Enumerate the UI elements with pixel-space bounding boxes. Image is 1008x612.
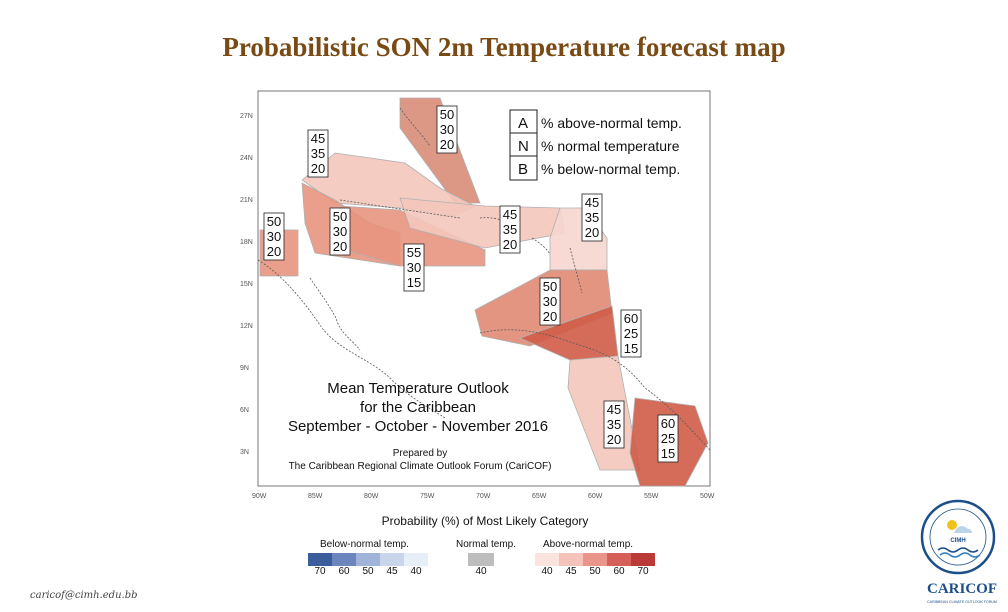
lat-tick: 15N (240, 281, 253, 288)
legend-normal-label: Normal temp. (456, 539, 517, 550)
legend-value: 60 (338, 566, 350, 577)
caricof-logo (918, 495, 1006, 607)
lon-tick: 85W (308, 493, 323, 500)
page-title: Probabilistic SON 2m Temperature forecast map (222, 32, 786, 62)
key-text: % normal temperature (541, 138, 680, 154)
prob-below: 15 (406, 275, 422, 290)
prob-below: 20 (266, 244, 282, 259)
lon-tick: 90W (252, 493, 267, 500)
prob-above: 45 (584, 195, 600, 210)
legend-value: 50 (589, 566, 601, 577)
longitude-ticks (252, 493, 715, 500)
probability-box-guyana (604, 401, 624, 448)
prob-normal: 35 (584, 210, 600, 225)
prob-normal: 30 (406, 260, 422, 275)
probability-box-cuba-west (308, 130, 328, 177)
legend-swatch (607, 553, 631, 566)
prob-normal: 30 (266, 229, 282, 244)
legend-value: 45 (565, 566, 577, 577)
prob-normal: 35 (502, 222, 518, 237)
prob-normal: 25 (660, 431, 676, 446)
lat-tick: 24N (240, 155, 253, 162)
prob-above: 45 (606, 402, 622, 417)
legend-value: 40 (541, 566, 553, 577)
outlook-line-2: for the Caribbean (360, 399, 476, 416)
prob-below: 20 (439, 137, 455, 152)
lon-tick: 55W (644, 493, 659, 500)
lat-tick: 3N (240, 449, 249, 456)
legend-below-label: Below-normal temp. (320, 539, 409, 550)
lat-tick: 9N (240, 365, 249, 372)
prepared-by: Prepared by (392, 448, 448, 459)
lon-tick: 80W (364, 493, 379, 500)
legend-swatch (332, 553, 356, 566)
lat-tick: 12N (240, 323, 253, 330)
sun-icon (947, 520, 957, 530)
key-letter: B (518, 161, 529, 178)
prob-above: 45 (502, 207, 518, 222)
legend-swatch (583, 553, 607, 566)
lon-tick: 50W (700, 493, 715, 500)
prob-above: 60 (623, 311, 639, 326)
legend-value: 45 (386, 566, 398, 577)
legend-value: 40 (410, 566, 422, 577)
legend-value: 60 (613, 566, 625, 577)
prob-normal: 35 (310, 146, 326, 161)
outlook-line-1: Mean Temperature Outlook (327, 380, 509, 397)
key-text: % above-normal temp. (541, 115, 682, 131)
cimh-seal (922, 501, 994, 573)
outlook-line-3: September - October - November 2016 (287, 418, 549, 435)
probability-box-bahamas (437, 106, 457, 153)
legend-swatch (559, 553, 583, 566)
prob-below: 15 (660, 446, 676, 461)
key-text: % below-normal temp. (541, 161, 681, 177)
prob-above: 50 (266, 214, 282, 229)
prob-above: 45 (310, 131, 326, 146)
legend-swatch (308, 553, 332, 566)
prob-below: 20 (310, 161, 326, 176)
legend-swatch (468, 553, 494, 566)
forecast-map (240, 88, 720, 508)
legend-above-label: Above-normal temp. (543, 539, 634, 550)
logo-org: CIMH (950, 538, 966, 544)
legend-value: 50 (362, 566, 374, 577)
probability-box-trinidad-venezuela (621, 310, 641, 357)
legend-swatch (404, 553, 428, 566)
prepared-org: The Caribbean Regional Climate Outlook Forum (CariCOF) (288, 461, 552, 472)
prob-below: 20 (502, 237, 518, 252)
prob-above: 50 (332, 209, 348, 224)
legend-value: 70 (637, 566, 649, 577)
probability-box-belize (330, 208, 350, 255)
prob-above: 60 (660, 416, 676, 431)
prob-normal: 30 (332, 224, 348, 239)
legend-swatch (631, 553, 655, 566)
legend-value: 70 (314, 566, 326, 577)
lon-tick: 70W (476, 493, 491, 500)
probability-box-yucatan (264, 213, 284, 260)
prob-normal: 25 (623, 326, 639, 341)
legend-value: 40 (475, 566, 487, 577)
prob-above: 50 (542, 279, 558, 294)
probability-box-hispaniola (500, 206, 520, 253)
legend-swatch (380, 553, 404, 566)
lat-tick: 21N (240, 197, 253, 204)
key-letter: A (518, 115, 529, 132)
logo-brand: CARICOF (927, 581, 997, 597)
lat-tick: 6N (240, 407, 249, 414)
latitude-ticks (240, 113, 253, 456)
lon-tick: 60W (588, 493, 603, 500)
legend-swatch (356, 553, 380, 566)
lat-tick: 18N (240, 239, 253, 246)
lon-tick: 65W (532, 493, 547, 500)
probability-box-jamaica (404, 244, 424, 291)
probability-box-abc-islands (540, 278, 560, 325)
prob-normal: 30 (439, 122, 455, 137)
legend-swatch (535, 553, 559, 566)
footer-email: caricof@cimh.edu.bb (30, 590, 138, 601)
prob-normal: 35 (606, 417, 622, 432)
probability-box-leeward-islands (582, 194, 602, 241)
prob-below: 20 (606, 432, 622, 447)
key-letter: N (518, 138, 529, 155)
category-key (510, 110, 682, 180)
prob-above: 55 (406, 245, 422, 260)
prob-below: 20 (584, 225, 600, 240)
legend-caption: Probability (%) of Most Likely Category (381, 514, 589, 528)
prob-normal: 30 (542, 294, 558, 309)
prob-below: 20 (542, 309, 558, 324)
prob-below: 15 (623, 341, 639, 356)
lon-tick: 75W (420, 493, 435, 500)
prob-above: 50 (439, 107, 455, 122)
prob-below: 20 (332, 239, 348, 254)
probability-box-suriname-french-guiana (658, 415, 678, 462)
logo-tagline: CARIBBEAN CLIMATE OUTLOOK FORUM (927, 600, 997, 604)
lat-tick: 27N (240, 113, 253, 120)
